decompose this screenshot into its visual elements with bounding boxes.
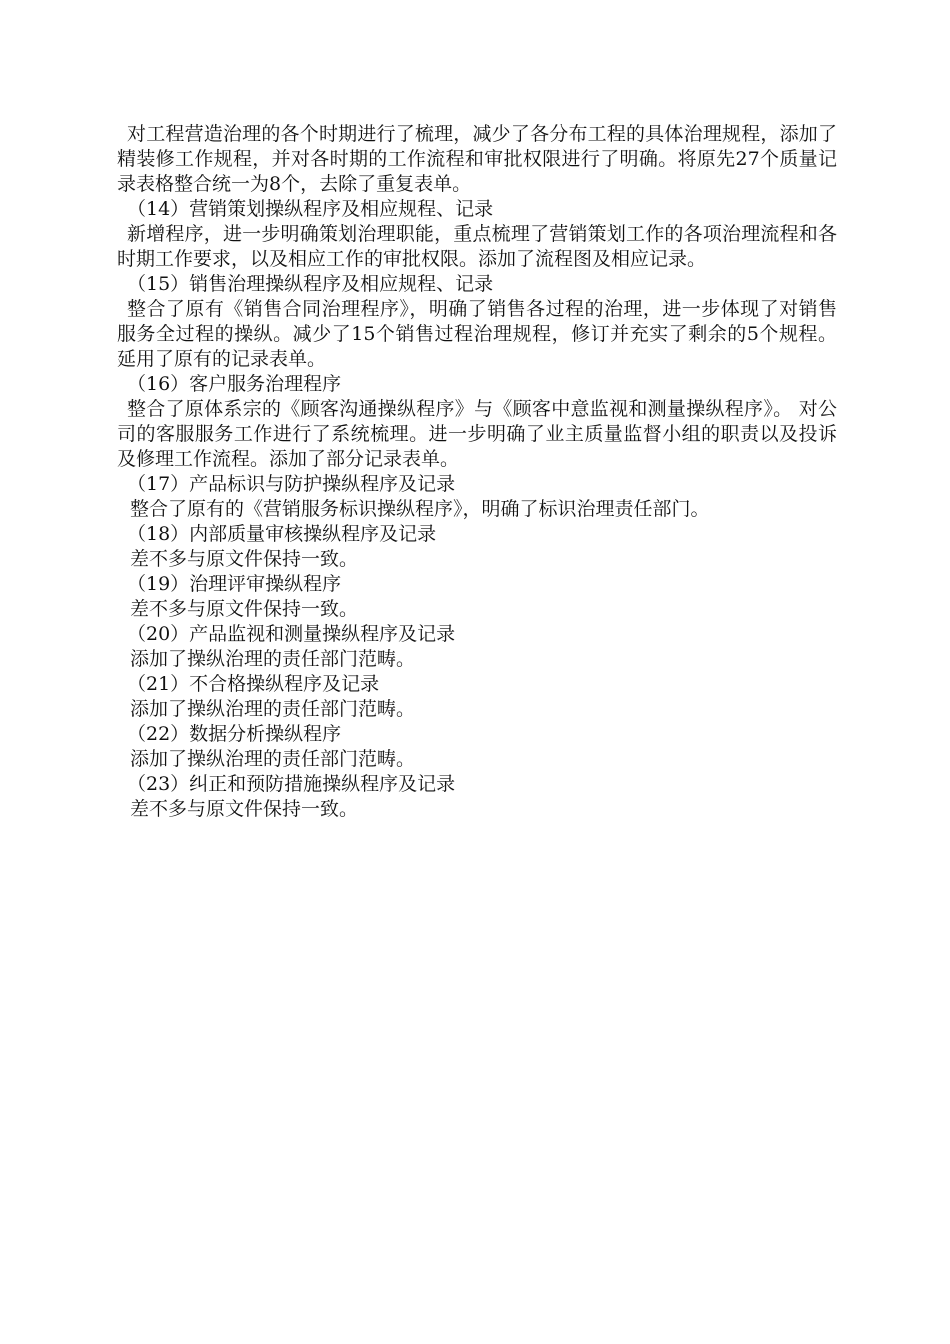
section-heading-16: （16）客户服务治理程序 [127,373,342,395]
paragraph-management-review: 差不多与原文件保持一致。 [130,598,359,620]
paragraph-marketing-planning: 新增程序，进一步明确策划治理职能，重点梳理了营销策划工作的各项治理流程和各时期工作要求，以及相应工作的审批权限。添加了流程图及相应记录。 [117,223,837,270]
document-page [117,122,837,822]
paragraph-customer-service: 整合了原体系宗的《顾客沟通操纵程序》与《顾客中意监视和测量操纵程序》。 对公司的客服服务工作进行了系统梳理。进一步明确了业主质量监督小组的职责以及投诉及修理工作流程。添加了部分记录表单。 [117,398,837,470]
section-heading-18: （18）内部质量审核操纵程序及记录 [127,523,437,545]
paragraph-engineering-management: 对工程营造治理的各个时期进行了梳理，减少了各分布工程的具体治理规程，添加了精装修工作规程，并对各时期的工作流程和审批权限进行了明确。将原先27个质量记录表格整合统一为8个，去除了重复表单。 [117,123,837,195]
section-heading-15: （15）销售治理操纵程序及相应规程、记录 [127,273,494,295]
section-heading-14: （14）营销策划操纵程序及相应规程、记录 [127,198,494,220]
paragraph-sales-management: 整合了原有《销售合同治理程序》，明确了销售各过程的治理，进一步体现了对销售服务全过程的操纵。减少了15个销售过程治理规程，修订并充实了剩余的5个规程。延用了原有的记录表单。 [117,298,837,370]
paragraph-product-monitoring: 添加了操纵治理的责任部门范畴。 [130,648,416,670]
paragraph-internal-audit: 差不多与原文件保持一致。 [130,548,359,570]
section-heading-21: （21）不合格操纵程序及记录 [127,673,380,695]
paragraph-corrective-actions: 差不多与原文件保持一致。 [130,798,359,820]
paragraph-product-identification: 整合了原有的《营销服务标识操纵程序》，明确了标识治理责任部门。 [130,498,710,520]
section-heading-19: （19）治理评审操纵程序 [127,573,342,595]
section-heading-20: （20）产品监视和测量操纵程序及记录 [127,623,456,645]
section-heading-17: （17）产品标识与防护操纵程序及记录 [127,473,456,495]
paragraph-nonconformity: 添加了操纵治理的责任部门范畴。 [130,698,416,720]
section-heading-22: （22）数据分析操纵程序 [127,723,342,745]
paragraph-data-analysis: 添加了操纵治理的责任部门范畴。 [130,748,416,770]
section-heading-23: （23）纠正和预防措施操纵程序及记录 [127,773,456,795]
